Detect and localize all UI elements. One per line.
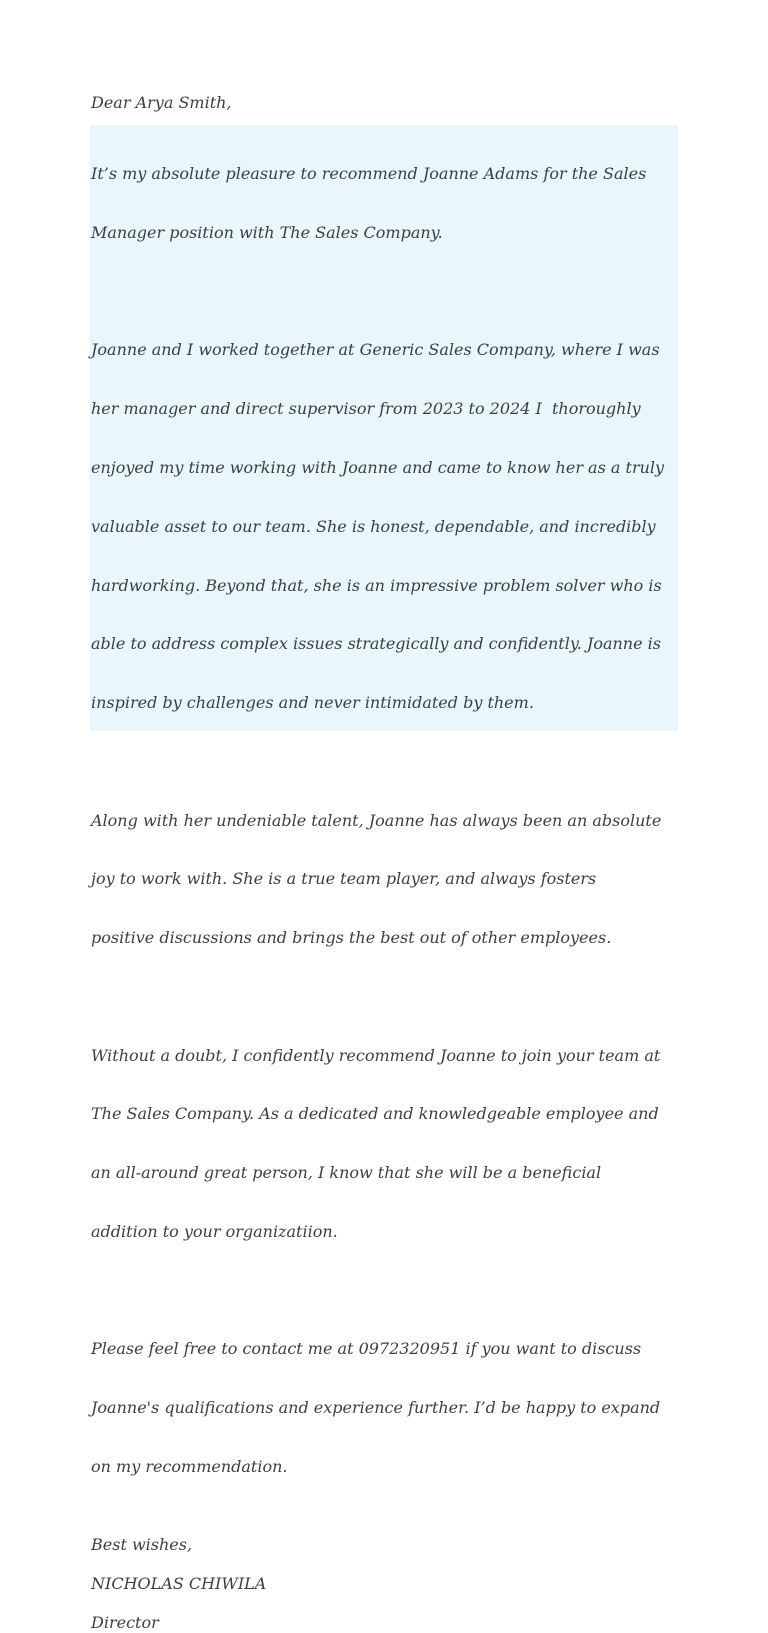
text-line: able to address complex issues strategically and confidently. Joanne is [91, 634, 661, 654]
text-line: on my recommendation. [91, 1457, 288, 1476]
signer-name: NICHOLAS CHIWILA [91, 1574, 267, 1594]
paragraph-recommendation [91, 1006, 678, 1280]
closing: Best wishes, [91, 1535, 193, 1555]
text-line: enjoyed my time working with Joanne and came to know her as a truly [91, 458, 665, 477]
paragraph-personality [91, 771, 678, 987]
signer-title: Director [91, 1613, 159, 1633]
text-line: valuable asset to our team. She is honest, dependable, and incredibly [91, 516, 656, 536]
text-line: It’s my absolute pleasure to recommend Joanne Adams for the Sales [91, 164, 647, 184]
text-line: Along with her undeniable talent, Joanne has always been an absolute [91, 810, 662, 830]
paragraph-working-together [91, 301, 678, 752]
text-line: joy to work with. She is a true team player, and always fosters [91, 869, 597, 889]
text-line: positive discussions and brings the best out of other employees. [91, 928, 612, 948]
text-line: Without a doubt, I confidently recommend Joanne to join your team at [91, 1045, 661, 1065]
text-line: inspired by challenges and never intimidated by them. [91, 693, 534, 713]
text-line: Manager position with The Sales Company. [91, 222, 443, 242]
letter-body [90, 125, 678, 1633]
text-line: Joanne's qualifications and experience further. I’d be happy to expand [91, 1398, 661, 1418]
text-line: addition to your organizatiion. [91, 1221, 338, 1241]
salutation: Dear Arya Smith, [91, 93, 232, 112]
text-line: her manager and direct supervisor from 2023 to 2024 I thoroughly [91, 399, 641, 419]
paragraph-intro [91, 125, 678, 282]
text-line: Joanne and I worked together at Generic Sales Company, where I was [91, 340, 660, 360]
text-line: hardworking. Beyond that, she is an impressive problem solver who is [91, 575, 662, 595]
paragraph-contact [91, 1300, 678, 1516]
text-line: Please feel free to contact me at 0972320951 if you want to discuss [91, 1339, 642, 1359]
text-line: The Sales Company. As a dedicated and knowledgeable employee and [91, 1104, 659, 1124]
text-line: an all-around great person, I know that she will be a beneficial [91, 1163, 602, 1183]
